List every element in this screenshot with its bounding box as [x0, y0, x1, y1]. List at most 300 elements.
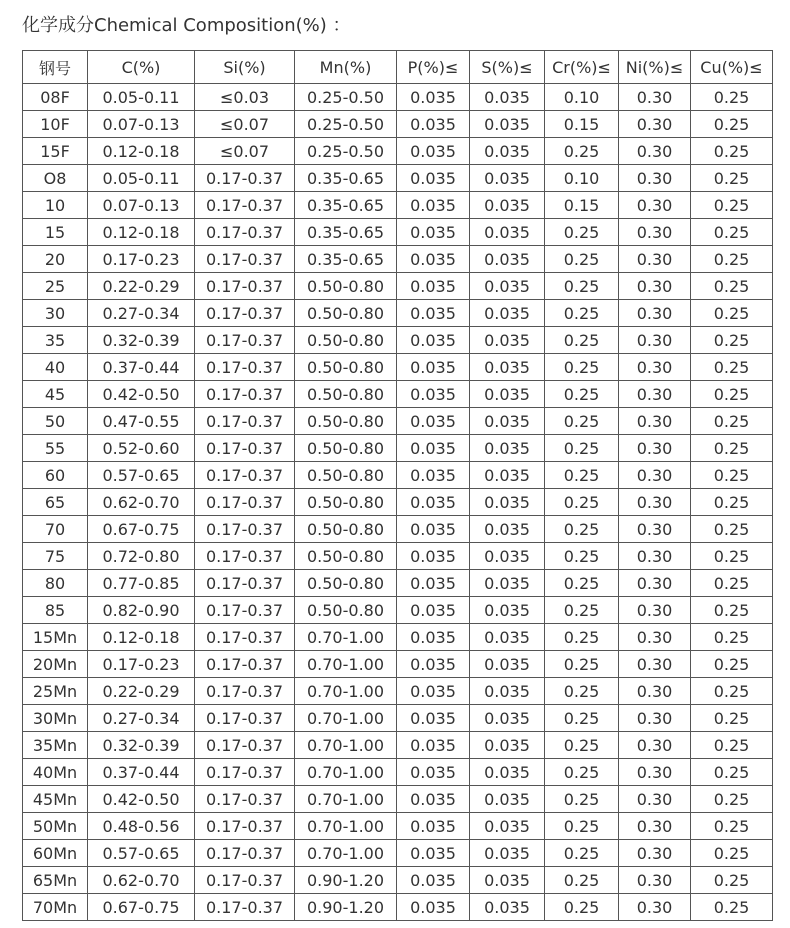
cell-carbon: 0.22-0.29 [88, 273, 195, 300]
cell-phosphorus: 0.035 [397, 381, 470, 408]
cell-copper: 0.25 [691, 192, 773, 219]
cell-nickel: 0.30 [619, 840, 691, 867]
cell-silicon: ≤0.07 [195, 111, 295, 138]
cell-silicon: 0.17-0.37 [195, 246, 295, 273]
table-row [23, 381, 773, 408]
table-row [23, 570, 773, 597]
cell-chromium: 0.25 [545, 516, 619, 543]
cell-silicon: 0.17-0.37 [195, 273, 295, 300]
cell-carbon: 0.27-0.34 [88, 300, 195, 327]
cell-grade: 25Mn [23, 678, 88, 705]
cell-nickel: 0.30 [619, 732, 691, 759]
cell-grade: 60Mn [23, 840, 88, 867]
cell-sulfur: 0.035 [470, 894, 545, 921]
cell-nickel: 0.30 [619, 84, 691, 111]
cell-silicon: 0.17-0.37 [195, 651, 295, 678]
table-row [23, 597, 773, 624]
cell-chromium: 0.25 [545, 300, 619, 327]
cell-phosphorus: 0.035 [397, 516, 470, 543]
cell-carbon: 0.32-0.39 [88, 732, 195, 759]
cell-carbon: 0.47-0.55 [88, 408, 195, 435]
cell-nickel: 0.30 [619, 192, 691, 219]
cell-phosphorus: 0.035 [397, 597, 470, 624]
cell-chromium: 0.15 [545, 192, 619, 219]
cell-nickel: 0.30 [619, 894, 691, 921]
cell-sulfur: 0.035 [470, 543, 545, 570]
cell-copper: 0.25 [691, 543, 773, 570]
cell-sulfur: 0.035 [470, 867, 545, 894]
cell-manganese: 0.70-1.00 [295, 705, 397, 732]
cell-sulfur: 0.035 [470, 732, 545, 759]
cell-nickel: 0.30 [619, 543, 691, 570]
cell-chromium: 0.25 [545, 867, 619, 894]
cell-nickel: 0.30 [619, 570, 691, 597]
cell-grade: 40Mn [23, 759, 88, 786]
cell-manganese: 0.35-0.65 [295, 165, 397, 192]
cell-silicon: 0.17-0.37 [195, 381, 295, 408]
cell-nickel: 0.30 [619, 867, 691, 894]
cell-copper: 0.25 [691, 840, 773, 867]
cell-chromium: 0.25 [545, 759, 619, 786]
cell-silicon: 0.17-0.37 [195, 894, 295, 921]
cell-phosphorus: 0.035 [397, 462, 470, 489]
cell-copper: 0.25 [691, 624, 773, 651]
cell-nickel: 0.30 [619, 624, 691, 651]
cell-manganese: 0.50-0.80 [295, 408, 397, 435]
cell-grade: 50 [23, 408, 88, 435]
cell-chromium: 0.25 [545, 138, 619, 165]
header-sulfur: S(%)≤ [470, 51, 545, 84]
cell-carbon: 0.77-0.85 [88, 570, 195, 597]
cell-phosphorus: 0.035 [397, 570, 470, 597]
cell-grade: 35 [23, 327, 88, 354]
cell-phosphorus: 0.035 [397, 894, 470, 921]
cell-manganese: 0.50-0.80 [295, 489, 397, 516]
cell-sulfur: 0.035 [470, 273, 545, 300]
cell-grade: 50Mn [23, 813, 88, 840]
cell-silicon: 0.17-0.37 [195, 516, 295, 543]
cell-silicon: 0.17-0.37 [195, 489, 295, 516]
table-row [23, 516, 773, 543]
cell-manganese: 0.50-0.80 [295, 543, 397, 570]
composition-table [22, 50, 773, 921]
cell-silicon: 0.17-0.37 [195, 327, 295, 354]
cell-phosphorus: 0.035 [397, 84, 470, 111]
cell-silicon: 0.17-0.37 [195, 300, 295, 327]
cell-manganese: 0.90-1.20 [295, 867, 397, 894]
cell-manganese: 0.25-0.50 [295, 138, 397, 165]
cell-sulfur: 0.035 [470, 759, 545, 786]
cell-carbon: 0.22-0.29 [88, 678, 195, 705]
cell-grade: 30Mn [23, 705, 88, 732]
cell-nickel: 0.30 [619, 813, 691, 840]
cell-silicon: 0.17-0.37 [195, 678, 295, 705]
cell-sulfur: 0.035 [470, 84, 545, 111]
table-row [23, 705, 773, 732]
cell-chromium: 0.25 [545, 570, 619, 597]
cell-grade: 40 [23, 354, 88, 381]
cell-grade: 25 [23, 273, 88, 300]
cell-sulfur: 0.035 [470, 516, 545, 543]
cell-sulfur: 0.035 [470, 570, 545, 597]
table-header-row [23, 51, 773, 84]
cell-phosphorus: 0.035 [397, 435, 470, 462]
cell-copper: 0.25 [691, 165, 773, 192]
cell-nickel: 0.30 [619, 381, 691, 408]
cell-sulfur: 0.035 [470, 381, 545, 408]
cell-phosphorus: 0.035 [397, 759, 470, 786]
cell-copper: 0.25 [691, 327, 773, 354]
cell-grade: 15 [23, 219, 88, 246]
cell-manganese: 0.90-1.20 [295, 894, 397, 921]
cell-carbon: 0.07-0.13 [88, 192, 195, 219]
header-grade: 钢号 [23, 51, 88, 84]
cell-copper: 0.25 [691, 381, 773, 408]
cell-copper: 0.25 [691, 300, 773, 327]
table-row [23, 543, 773, 570]
cell-nickel: 0.30 [619, 300, 691, 327]
cell-silicon: 0.17-0.37 [195, 543, 295, 570]
table-row [23, 354, 773, 381]
cell-copper: 0.25 [691, 570, 773, 597]
cell-chromium: 0.25 [545, 435, 619, 462]
cell-copper: 0.25 [691, 219, 773, 246]
table-row [23, 138, 773, 165]
cell-copper: 0.25 [691, 138, 773, 165]
cell-sulfur: 0.035 [470, 624, 545, 651]
cell-copper: 0.25 [691, 516, 773, 543]
cell-silicon: 0.17-0.37 [195, 597, 295, 624]
cell-carbon: 0.72-0.80 [88, 543, 195, 570]
cell-phosphorus: 0.035 [397, 327, 470, 354]
cell-sulfur: 0.035 [470, 489, 545, 516]
cell-manganese: 0.50-0.80 [295, 327, 397, 354]
cell-manganese: 0.70-1.00 [295, 813, 397, 840]
cell-carbon: 0.27-0.34 [88, 705, 195, 732]
cell-copper: 0.25 [691, 84, 773, 111]
cell-manganese: 0.50-0.80 [295, 273, 397, 300]
cell-manganese: 0.50-0.80 [295, 516, 397, 543]
cell-sulfur: 0.035 [470, 435, 545, 462]
cell-silicon: 0.17-0.37 [195, 624, 295, 651]
cell-copper: 0.25 [691, 489, 773, 516]
cell-manganese: 0.50-0.80 [295, 597, 397, 624]
cell-phosphorus: 0.035 [397, 138, 470, 165]
cell-sulfur: 0.035 [470, 408, 545, 435]
cell-chromium: 0.25 [545, 894, 619, 921]
cell-sulfur: 0.035 [470, 786, 545, 813]
cell-nickel: 0.30 [619, 597, 691, 624]
cell-chromium: 0.15 [545, 111, 619, 138]
cell-copper: 0.25 [691, 354, 773, 381]
cell-manganese: 0.70-1.00 [295, 624, 397, 651]
cell-copper: 0.25 [691, 597, 773, 624]
cell-silicon: 0.17-0.37 [195, 867, 295, 894]
cell-sulfur: 0.035 [470, 705, 545, 732]
cell-sulfur: 0.035 [470, 192, 545, 219]
cell-carbon: 0.32-0.39 [88, 327, 195, 354]
cell-phosphorus: 0.035 [397, 354, 470, 381]
cell-phosphorus: 0.035 [397, 111, 470, 138]
cell-nickel: 0.30 [619, 489, 691, 516]
cell-chromium: 0.25 [545, 678, 619, 705]
cell-silicon: 0.17-0.37 [195, 732, 295, 759]
table-row [23, 489, 773, 516]
cell-copper: 0.25 [691, 408, 773, 435]
cell-manganese: 0.70-1.00 [295, 786, 397, 813]
cell-manganese: 0.70-1.00 [295, 678, 397, 705]
cell-nickel: 0.30 [619, 462, 691, 489]
cell-nickel: 0.30 [619, 354, 691, 381]
cell-manganese: 0.35-0.65 [295, 246, 397, 273]
cell-carbon: 0.37-0.44 [88, 354, 195, 381]
cell-sulfur: 0.035 [470, 219, 545, 246]
cell-silicon: 0.17-0.37 [195, 435, 295, 462]
cell-copper: 0.25 [691, 867, 773, 894]
cell-phosphorus: 0.035 [397, 489, 470, 516]
cell-nickel: 0.30 [619, 408, 691, 435]
cell-silicon: 0.17-0.37 [195, 462, 295, 489]
cell-phosphorus: 0.035 [397, 651, 470, 678]
header-silicon: Si(%) [195, 51, 295, 84]
cell-carbon: 0.05-0.11 [88, 84, 195, 111]
cell-chromium: 0.25 [545, 651, 619, 678]
cell-carbon: 0.17-0.23 [88, 246, 195, 273]
cell-grade: 20Mn [23, 651, 88, 678]
cell-chromium: 0.25 [545, 786, 619, 813]
cell-copper: 0.25 [691, 759, 773, 786]
cell-nickel: 0.30 [619, 327, 691, 354]
cell-copper: 0.25 [691, 246, 773, 273]
cell-sulfur: 0.035 [470, 813, 545, 840]
cell-grade: 85 [23, 597, 88, 624]
cell-copper: 0.25 [691, 273, 773, 300]
table-row [23, 894, 773, 921]
cell-carbon: 0.62-0.70 [88, 867, 195, 894]
cell-chromium: 0.25 [545, 327, 619, 354]
cell-silicon: ≤0.07 [195, 138, 295, 165]
table-row [23, 408, 773, 435]
cell-nickel: 0.30 [619, 759, 691, 786]
cell-grade: 65 [23, 489, 88, 516]
cell-copper: 0.25 [691, 111, 773, 138]
cell-sulfur: 0.035 [470, 678, 545, 705]
table-row [23, 435, 773, 462]
cell-phosphorus: 0.035 [397, 408, 470, 435]
cell-carbon: 0.12-0.18 [88, 219, 195, 246]
cell-copper: 0.25 [691, 678, 773, 705]
cell-nickel: 0.30 [619, 165, 691, 192]
cell-chromium: 0.25 [545, 624, 619, 651]
table-row [23, 219, 773, 246]
table-row [23, 300, 773, 327]
cell-grade: 65Mn [23, 867, 88, 894]
cell-phosphorus: 0.035 [397, 543, 470, 570]
table-row [23, 867, 773, 894]
table-row [23, 327, 773, 354]
cell-manganese: 0.70-1.00 [295, 732, 397, 759]
cell-silicon: 0.17-0.37 [195, 192, 295, 219]
cell-chromium: 0.25 [545, 273, 619, 300]
cell-manganese: 0.35-0.65 [295, 219, 397, 246]
cell-phosphorus: 0.035 [397, 840, 470, 867]
cell-sulfur: 0.035 [470, 327, 545, 354]
header-carbon: C(%) [88, 51, 195, 84]
cell-phosphorus: 0.035 [397, 219, 470, 246]
cell-phosphorus: 0.035 [397, 867, 470, 894]
cell-grade: 45 [23, 381, 88, 408]
cell-copper: 0.25 [691, 813, 773, 840]
cell-carbon: 0.05-0.11 [88, 165, 195, 192]
cell-nickel: 0.30 [619, 138, 691, 165]
cell-grade: 20 [23, 246, 88, 273]
cell-grade: 35Mn [23, 732, 88, 759]
cell-phosphorus: 0.035 [397, 705, 470, 732]
cell-nickel: 0.30 [619, 705, 691, 732]
cell-copper: 0.25 [691, 705, 773, 732]
cell-sulfur: 0.035 [470, 651, 545, 678]
table-row [23, 111, 773, 138]
cell-sulfur: 0.035 [470, 246, 545, 273]
cell-manganese: 0.50-0.80 [295, 381, 397, 408]
cell-silicon: ≤0.03 [195, 84, 295, 111]
table-row [23, 246, 773, 273]
cell-grade: 80 [23, 570, 88, 597]
cell-chromium: 0.25 [545, 543, 619, 570]
cell-silicon: 0.17-0.37 [195, 759, 295, 786]
table-row [23, 624, 773, 651]
table-row [23, 759, 773, 786]
cell-phosphorus: 0.035 [397, 300, 470, 327]
table-row [23, 786, 773, 813]
cell-nickel: 0.30 [619, 786, 691, 813]
table-row [23, 651, 773, 678]
cell-carbon: 0.07-0.13 [88, 111, 195, 138]
table-row [23, 462, 773, 489]
cell-silicon: 0.17-0.37 [195, 408, 295, 435]
cell-copper: 0.25 [691, 894, 773, 921]
cell-carbon: 0.12-0.18 [88, 624, 195, 651]
cell-chromium: 0.25 [545, 489, 619, 516]
cell-grade: 70Mn [23, 894, 88, 921]
cell-nickel: 0.30 [619, 678, 691, 705]
cell-grade: 75 [23, 543, 88, 570]
cell-manganese: 0.50-0.80 [295, 354, 397, 381]
cell-manganese: 0.50-0.80 [295, 462, 397, 489]
cell-grade: 15F [23, 138, 88, 165]
page-title: 化学成分Chemical Composition(%) ： [22, 15, 351, 36]
cell-copper: 0.25 [691, 462, 773, 489]
cell-manganese: 0.50-0.80 [295, 435, 397, 462]
cell-carbon: 0.42-0.50 [88, 786, 195, 813]
cell-grade: 45Mn [23, 786, 88, 813]
header-phosphorus: P(%)≤ [397, 51, 470, 84]
cell-sulfur: 0.035 [470, 462, 545, 489]
cell-manganese: 0.50-0.80 [295, 300, 397, 327]
cell-manganese: 0.25-0.50 [295, 111, 397, 138]
cell-carbon: 0.67-0.75 [88, 894, 195, 921]
table-row [23, 678, 773, 705]
cell-copper: 0.25 [691, 732, 773, 759]
cell-nickel: 0.30 [619, 435, 691, 462]
cell-carbon: 0.62-0.70 [88, 489, 195, 516]
cell-silicon: 0.17-0.37 [195, 840, 295, 867]
cell-grade: 55 [23, 435, 88, 462]
cell-sulfur: 0.035 [470, 597, 545, 624]
cell-chromium: 0.25 [545, 597, 619, 624]
cell-chromium: 0.25 [545, 732, 619, 759]
cell-chromium: 0.25 [545, 705, 619, 732]
cell-copper: 0.25 [691, 786, 773, 813]
cell-manganese: 0.70-1.00 [295, 651, 397, 678]
cell-phosphorus: 0.035 [397, 165, 470, 192]
table-row [23, 840, 773, 867]
cell-grade: 60 [23, 462, 88, 489]
cell-chromium: 0.25 [545, 381, 619, 408]
cell-phosphorus: 0.035 [397, 192, 470, 219]
header-copper: Cu(%)≤ [691, 51, 773, 84]
cell-chromium: 0.25 [545, 246, 619, 273]
cell-nickel: 0.30 [619, 651, 691, 678]
cell-chromium: 0.25 [545, 408, 619, 435]
cell-manganese: 0.35-0.65 [295, 192, 397, 219]
cell-phosphorus: 0.035 [397, 678, 470, 705]
cell-silicon: 0.17-0.37 [195, 786, 295, 813]
cell-carbon: 0.57-0.65 [88, 462, 195, 489]
cell-nickel: 0.30 [619, 111, 691, 138]
cell-sulfur: 0.035 [470, 138, 545, 165]
table-row [23, 165, 773, 192]
table-row [23, 813, 773, 840]
cell-chromium: 0.25 [545, 840, 619, 867]
cell-chromium: 0.25 [545, 219, 619, 246]
cell-carbon: 0.42-0.50 [88, 381, 195, 408]
cell-carbon: 0.37-0.44 [88, 759, 195, 786]
cell-grade: 15Mn [23, 624, 88, 651]
cell-nickel: 0.30 [619, 516, 691, 543]
table-row [23, 273, 773, 300]
cell-silicon: 0.17-0.37 [195, 813, 295, 840]
cell-phosphorus: 0.035 [397, 624, 470, 651]
cell-phosphorus: 0.035 [397, 246, 470, 273]
table-row [23, 192, 773, 219]
header-manganese: Mn(%) [295, 51, 397, 84]
cell-sulfur: 0.035 [470, 300, 545, 327]
cell-nickel: 0.30 [619, 246, 691, 273]
cell-grade: 70 [23, 516, 88, 543]
header-nickel: Ni(%)≤ [619, 51, 691, 84]
cell-silicon: 0.17-0.37 [195, 354, 295, 381]
cell-manganese: 0.25-0.50 [295, 84, 397, 111]
cell-sulfur: 0.035 [470, 354, 545, 381]
cell-grade: O8 [23, 165, 88, 192]
cell-carbon: 0.12-0.18 [88, 138, 195, 165]
table-row [23, 84, 773, 111]
cell-sulfur: 0.035 [470, 840, 545, 867]
cell-copper: 0.25 [691, 435, 773, 462]
table-body [23, 84, 773, 921]
cell-chromium: 0.25 [545, 813, 619, 840]
cell-sulfur: 0.035 [470, 165, 545, 192]
cell-silicon: 0.17-0.37 [195, 570, 295, 597]
cell-carbon: 0.57-0.65 [88, 840, 195, 867]
cell-carbon: 0.48-0.56 [88, 813, 195, 840]
cell-phosphorus: 0.035 [397, 732, 470, 759]
header-chromium: Cr(%)≤ [545, 51, 619, 84]
cell-grade: 10 [23, 192, 88, 219]
cell-phosphorus: 0.035 [397, 786, 470, 813]
cell-phosphorus: 0.035 [397, 813, 470, 840]
